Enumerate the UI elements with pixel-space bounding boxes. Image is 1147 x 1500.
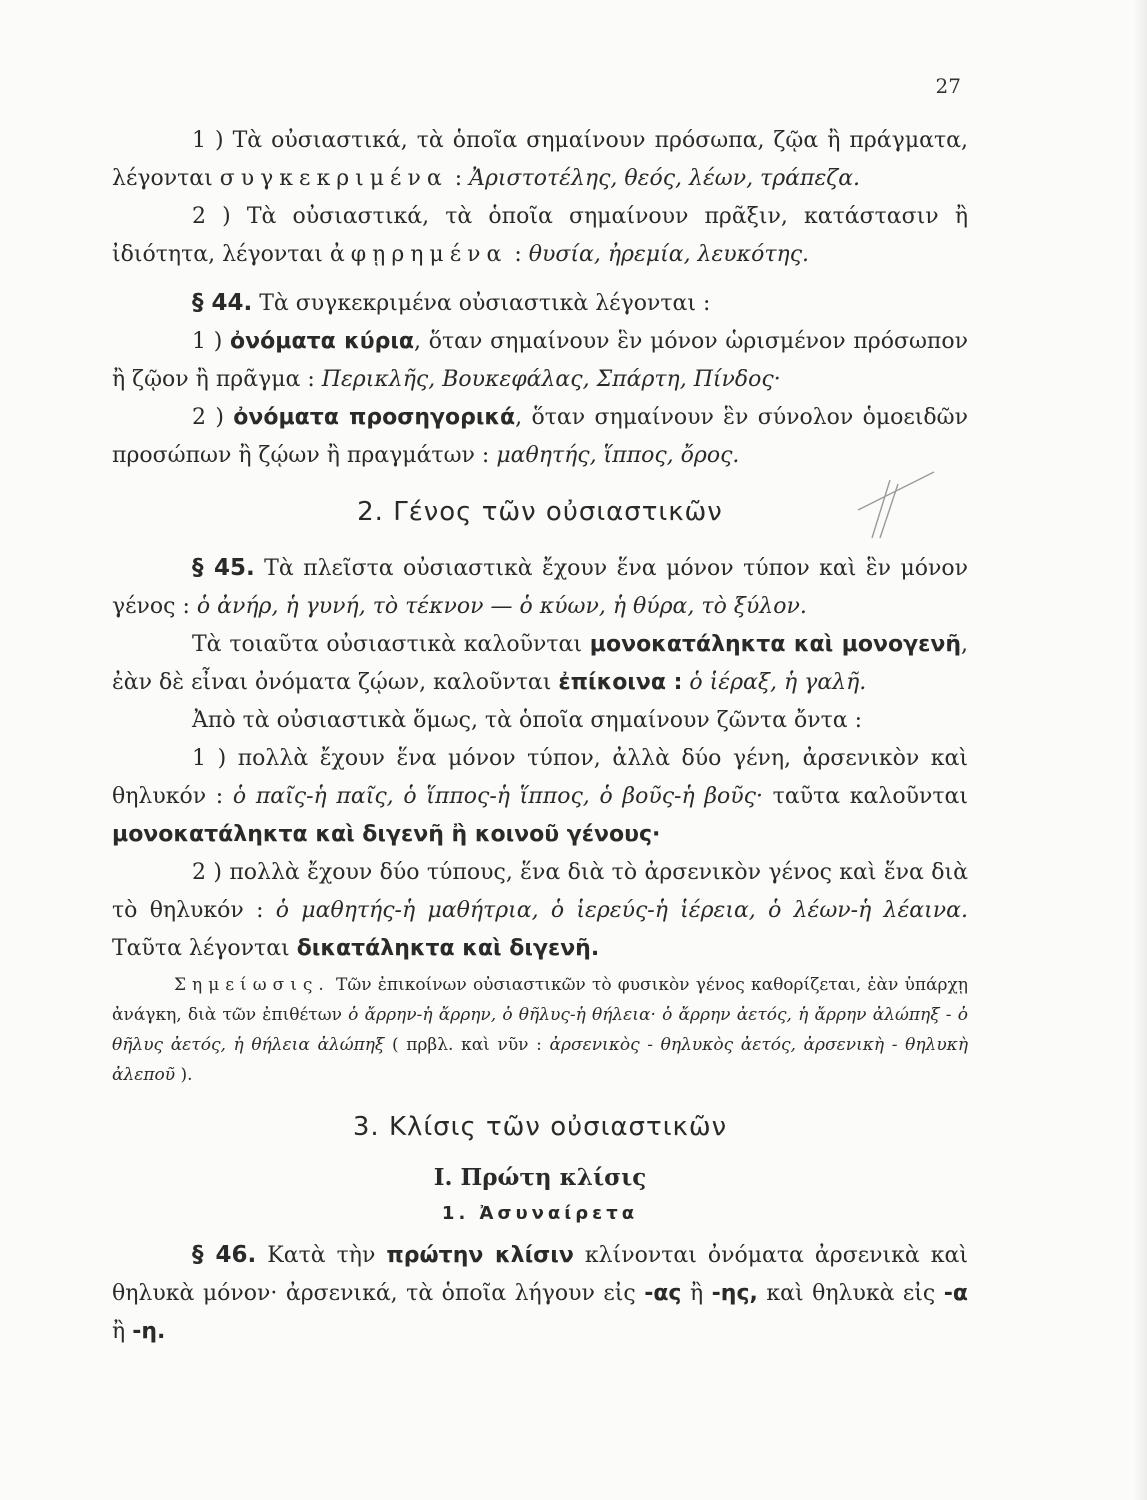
term-bold: ἐπίκοινα :	[558, 670, 683, 695]
paragraph-concrete	[112, 122, 968, 198]
text: 2 ) Τὰ οὐσιαστικά, τὰ ὁποῖα σημαίνουν πρᾶξιν, κατάστασιν ἢ ἰδιότητα, λέγονται	[112, 204, 968, 267]
examples: Περικλῆς, Βουκεφάλας, Σπάρτη, Πίνδος·	[321, 367, 781, 392]
ending: -ας	[644, 1281, 682, 1306]
item-number: 1 )	[192, 329, 231, 354]
section-45-para-2	[112, 626, 968, 702]
note-paragraph	[112, 970, 968, 1090]
heading-gender: 2. Γένος τῶν οὐσιαστικῶν	[357, 497, 723, 527]
text: 1 ) Τὰ οὐσιαστικά, τὰ ὁποῖα σημαίνουν πρόσωπα, ζῷα ἢ πράγματα, λέγονται	[112, 128, 968, 191]
examples: ὁ ἱέραξ, ἡ γαλῆ.	[682, 670, 867, 695]
examples: ὁ ἀνήρ, ἡ γυνή, τὸ τέκνον — ὁ κύων, ἡ θύρα, τὸ ξύλον.	[196, 594, 807, 619]
section-44-intro	[112, 284, 968, 323]
examples: μαθητής, ἵππος, ὄρος.	[496, 443, 740, 468]
heading-uncontracted: 1. Ἀσυναίρετα	[441, 1203, 639, 1224]
term-bold: πρώτην κλίσιν	[386, 1243, 574, 1268]
text: Τὰ συγκεκριμένα οὐσιαστικὰ λέγονται :	[252, 291, 711, 316]
page-shadow-edge	[1133, 0, 1147, 1500]
term-bold: μονοκατάληκτα καὶ διγενῆ ἢ κοινοῦ γένους·	[112, 822, 661, 847]
text: Τὰ πλεῖστα οὐσιαστικὰ ἔχουν ἕνα μόνον τύπον καὶ ἓν μόνον γένος :	[112, 556, 968, 619]
section-46	[112, 1236, 968, 1351]
text: :	[507, 242, 529, 267]
text: ( πρβλ. καὶ νῦν :	[384, 1035, 550, 1055]
text: 1 ) πολλὰ ἔχουν ἕνα μόνον τύπον, ἀλλὰ δύο γένη, ἀρσενικὸν καὶ θηλυκόν :	[112, 746, 968, 809]
section-45-item-1	[112, 740, 968, 854]
examples: Ἀριστοτέλης, θεός, λέων, τράπεζα.	[469, 166, 861, 191]
text: , ἐὰν δὲ εἶναι ὀνόματα ζῴων, καλοῦνται	[112, 632, 968, 695]
ending: -η.	[132, 1319, 166, 1344]
text: ).	[175, 1065, 193, 1085]
term-bold: ὀνόματα κύρια	[230, 329, 415, 354]
text: 2 ) πολλὰ ἔχουν δύο τύπους, ἕνα διὰ τὸ ἀρσενικὸν γένος καὶ ἕνα διὰ τὸ θηλυκόν :	[112, 860, 968, 923]
paragraph-abstract	[112, 198, 968, 274]
examples: ὁ μαθητής-ἡ μαθήτρια, ὁ ἱερεύς-ἡ ἱέρεια, ὁ λέων-ἡ λέαινα.	[275, 898, 969, 923]
term-spaced: συγκεκριμένα	[219, 166, 448, 191]
section-number: § 45.	[192, 555, 255, 581]
examples: θυσία, ἠρεμία, λευκότης.	[528, 242, 810, 267]
item-number: 2 )	[192, 405, 234, 430]
examples: ἀρσενικὸς - θηλυκὸς ἀετός, ἀρσενικὴ - θηλυκὴ ἀλεποῦ	[112, 1035, 968, 1085]
page-number: 27	[935, 74, 961, 98]
ending: -ης,	[711, 1281, 758, 1306]
text: ταῦτα καλοῦνται	[763, 784, 968, 809]
section-number: § 46.	[192, 1242, 257, 1268]
term-bold: δικατάληκτα καὶ διγενῆ.	[296, 936, 600, 961]
section-45-intro	[112, 549, 968, 626]
note-block	[112, 970, 968, 1090]
text: Τῶν ἐπικοίνων οὐσιαστικῶν τὸ φυσικὸν γένος καθορίζεται, ἐὰν ὑπάρχῃ ἀνάγκη, διὰ τῶν ἐπιθέτων	[112, 975, 968, 1025]
text: Κατὰ τὴν	[256, 1243, 387, 1268]
section-number: § 44.	[192, 290, 253, 316]
text: :	[447, 166, 470, 191]
ending: -α	[943, 1281, 968, 1306]
text: καὶ θηλυκὰ εἰς	[757, 1281, 944, 1306]
examples: ὁ ἄρρην ἀετός, ἡ ἄρρην ἀλώπηξ - ὁ θῆλυς ἀετός, ἡ θήλεια ἀλώπηξ	[112, 1005, 968, 1055]
text: ἢ	[112, 1319, 133, 1344]
term-bold: ὀνόματα προσηγορικά	[233, 405, 516, 430]
examples: ὁ παῖς-ἡ παῖς, ὁ ἵππος-ἡ ἵππος, ὁ βοῦς-ἡ βοῦς·	[232, 784, 763, 809]
note-label: Σημείωσις.	[174, 975, 330, 995]
heading-declension: 3. Κλίσις τῶν οὐσιαστικῶν	[352, 1112, 728, 1142]
examples: ὁ ἄρρην-ἡ ἄρρην, ὁ θῆλυς-ἡ θήλεια·	[348, 1005, 656, 1025]
section-44-item-1	[112, 323, 968, 399]
text: Ταῦτα λέγονται	[112, 936, 297, 961]
text: Τὰ τοιαῦτα οὐσιαστικὰ καλοῦνται	[192, 632, 590, 657]
page-body	[112, 122, 968, 1351]
text: , ὅταν σημαίνουν ἓν σύνολον ὁμοειδῶν προσώπων ἢ ζῴων ἢ πραγμάτων :	[112, 405, 968, 468]
text: , ὅταν σημαίνουν ἓν μόνον ὡρισμένον πρόσωπον ἢ ζῷον ἢ πρᾶγμα :	[112, 329, 968, 392]
section-45-item-2	[112, 854, 968, 968]
term-spaced: ἀφῃρημένα	[329, 242, 508, 267]
heading-first-declension: I. Πρώτη κλίσις	[433, 1164, 647, 1191]
term-bold: μονοκατάληκτα καὶ μονογενῆ	[589, 632, 961, 657]
section-45-para-3: Ἀπὸ τὰ οὐσιαστικὰ ὅμως, τὰ ὁποῖα σημαίνουν ζῶντα ὄντα :	[192, 708, 863, 733]
section-44-item-2	[112, 399, 968, 475]
text: ἢ	[681, 1281, 712, 1306]
text: κλίνονται ὀνόματα ἀρσενικὰ καὶ θηλυκὰ μόνον· ἀρσενικά, τὰ ὁποῖα λήγουν εἰς	[112, 1243, 968, 1306]
